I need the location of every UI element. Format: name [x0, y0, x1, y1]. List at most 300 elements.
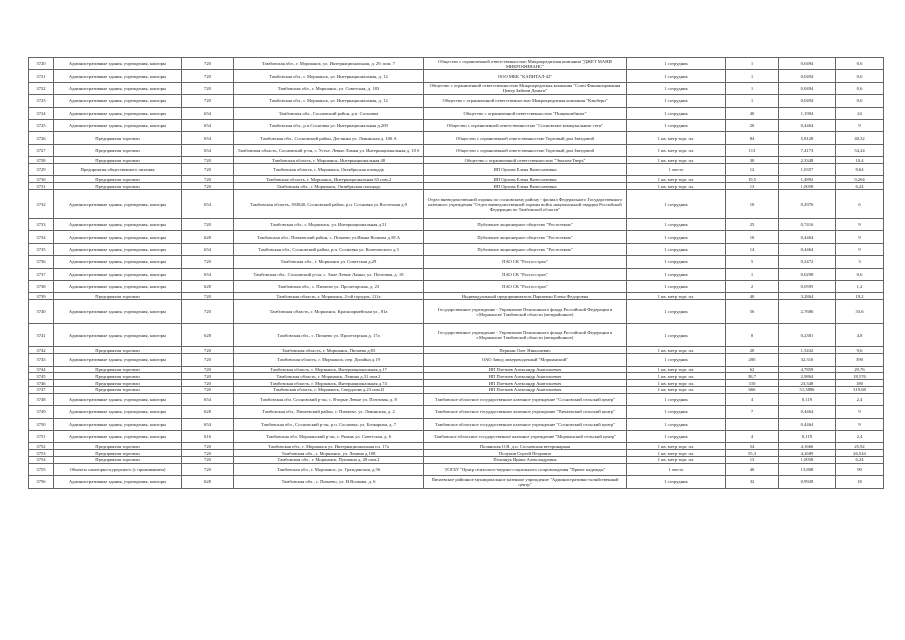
- cell-object-type: Административные здания, учреждения, конторы: [54, 354, 182, 366]
- cell-territory-code: 654: [182, 268, 234, 280]
- cell-annual-value: 319,68: [836, 387, 884, 394]
- cell-annual-value: 19,2: [836, 293, 884, 300]
- cell-organization: Индивидуальный предприниматель Паршенко Елена Федоровна: [424, 293, 627, 300]
- cell-norm-value: 0,0298: [779, 268, 836, 280]
- table-row: [29, 418, 884, 430]
- cell-annual-value: 0,6: [836, 58, 884, 70]
- cell-unit-of-measure: 1 сотрудник: [627, 82, 726, 94]
- cell-quantity: 310: [726, 380, 779, 387]
- cell-quantity: 1: [726, 95, 779, 107]
- cell-organization: Публичное акционерное общество "Ростелеком": [424, 219, 627, 231]
- cell-address: Тамбовская обл., г. Моршанск, ул. Интернациональная, д. 12: [234, 70, 424, 82]
- cell-norm-value: 1,0058: [779, 183, 836, 190]
- cell-address: Тамбовская обл. Моршанский р-он, с. Рязань ул. Советская, д. 6: [234, 430, 424, 442]
- cell-row-number: 3730: [29, 176, 54, 183]
- cell-norm-value: 5,8128: [779, 132, 836, 144]
- cell-row-number: 3748: [29, 393, 54, 405]
- cell-territory-code: 616: [182, 430, 234, 442]
- cell-quantity: 38,7: [726, 373, 779, 380]
- cell-norm-value: 0,2976: [779, 189, 836, 218]
- cell-annual-value: 9: [836, 231, 884, 243]
- cell-unit-of-measure: 1 кв. метр торг. пл.: [627, 450, 726, 457]
- cell-quantity: 54: [726, 443, 779, 450]
- cell-address: Тамбовская обл., Пичаевский район, с. Пичаево ул.Ивана Волкова д.58 А: [234, 231, 424, 243]
- cell-territory-code: 720: [182, 183, 234, 190]
- cell-organization: Общество с ограниченной ответственностью Микрокредитная компания "ДЖЕТ МАНИ МИКРОФИНАНС": [424, 58, 627, 70]
- cell-annual-value: 26,544: [836, 450, 884, 457]
- cell-quantity: 5: [726, 256, 779, 268]
- table-row: [29, 430, 884, 442]
- table-row: [29, 183, 884, 190]
- cell-territory-code: 628: [182, 406, 234, 418]
- cell-unit-of-measure: 1 место: [627, 163, 726, 175]
- cell-address: Тамбовская область, г. Моршанск, 2-ой городок, 111а: [234, 293, 424, 300]
- cell-territory-code: 720: [182, 366, 234, 373]
- cell-unit-of-measure: 1 сотрудник: [627, 107, 726, 119]
- table-row: [29, 243, 884, 255]
- cell-address: Тамбовская область, г. Моршанск, Октябрьская площадь: [234, 163, 424, 175]
- cell-annual-value: 9: [836, 406, 884, 418]
- table-row: [29, 323, 884, 347]
- cell-row-number: 3728: [29, 157, 54, 164]
- cell-organization: Першин Олег Николаевич: [424, 347, 627, 354]
- table-row: [29, 450, 884, 457]
- cell-unit-of-measure: 1 сотрудник: [627, 231, 726, 243]
- cell-row-number: 3740: [29, 300, 54, 324]
- cell-annual-value: 1,2: [836, 281, 884, 293]
- table-row: [29, 82, 884, 94]
- cell-object-type: Административные здания, учреждения, конторы: [54, 256, 182, 268]
- cell-quantity: 113: [726, 144, 779, 156]
- cell-norm-value: 23,348: [779, 380, 836, 387]
- cell-organization: Отдел вневедомственной охраны по сосновскому району - филиал Федерального Государственного казенного учреждения "Отдел вневедомственной охраны войск национальной гвардии Российской Федерации по Тамбовской области": [424, 189, 627, 218]
- cell-address: Тамбовская область, г. Моршанск, Интернациональная 63 пом.2: [234, 176, 424, 183]
- cell-unit-of-measure: 1 место: [627, 463, 726, 475]
- cell-norm-value: 0,7416: [779, 219, 836, 231]
- cell-quantity: 56: [726, 300, 779, 324]
- cell-organization: Общество с ограниченной ответственностью "Эконом-Тверь": [424, 157, 627, 164]
- cell-row-number: 3737: [29, 268, 54, 280]
- cell-annual-value: 29,76: [836, 366, 884, 373]
- cell-address: Тамбовская область, г. Моршанск, Красноармейская ул., 81а: [234, 300, 424, 324]
- cell-unit-of-measure: 1 сотрудник: [627, 58, 726, 70]
- cell-quantity: 20: [726, 347, 779, 354]
- cell-norm-value: 1,1904: [779, 107, 836, 119]
- cell-quantity: 8: [726, 323, 779, 347]
- cell-territory-code: 720: [182, 176, 234, 183]
- cell-organization: Полянская О.В. д.п. Сосновская ветеринарная: [424, 443, 627, 450]
- cell-row-number: 3734: [29, 231, 54, 243]
- cell-quantity: 40: [726, 107, 779, 119]
- cell-organization: Общество с ограниченной ответственностью Микрокредитная компания "Союз Финансирования Центр Займов Деньги": [424, 82, 627, 94]
- cell-territory-code: 628: [182, 323, 234, 347]
- cell-territory-code: 654: [182, 418, 234, 430]
- cell-territory-code: 720: [182, 300, 234, 324]
- cell-norm-value: 4,7859: [779, 366, 836, 373]
- cell-address: Тамбовская область, г. Моршанск, Интернациональная д.17: [234, 366, 424, 373]
- table-row: [29, 476, 884, 488]
- cell-quantity: 30: [726, 157, 779, 164]
- cell-address: Тамбовская обл., с. Пичаево, ул. И.Волкова, д. 6: [234, 476, 424, 488]
- cell-annual-value: 9: [836, 243, 884, 255]
- cell-unit-of-measure: 1 кв. метр торг. пл.: [627, 132, 726, 144]
- cell-object-type: Предприятия торговли: [54, 443, 182, 450]
- cell-norm-value: 0,2381: [779, 323, 836, 347]
- cell-territory-code: 720: [182, 256, 234, 268]
- cell-annual-value: 9,204: [836, 176, 884, 183]
- cell-address: Тамбовская обл., с. Пичаево ул. Пролетарская д. 17а: [234, 323, 424, 347]
- cell-unit-of-measure: 1 кв. метр торг. пл.: [627, 380, 726, 387]
- cell-annual-value: 8,64: [836, 163, 884, 175]
- cell-organization: Государственное учреждение - Управление Пенсионного фонда Российской Федерации в г.Моршанске Тамбовской области (межрайонное): [424, 323, 627, 347]
- cell-unit-of-measure: 1 сотрудник: [627, 281, 726, 293]
- cell-address: Тамбовская обл., Сосновский р-он, р.п. Сосновка, ул. Бочкарная, д. 7: [234, 418, 424, 430]
- cell-address: Тамбовская обл., г. Моршанск, ул. Интернациональная д.51: [234, 219, 424, 231]
- cell-object-type: Административные здания, учреждения, конторы: [54, 476, 182, 488]
- cell-row-number: 3724: [29, 107, 54, 119]
- cell-norm-value: 2,9864: [779, 373, 836, 380]
- cell-object-type: Административные здания, учреждения, конторы: [54, 219, 182, 231]
- cell-object-type: Предприятия торговли: [54, 380, 182, 387]
- cell-annual-value: 180: [836, 380, 884, 387]
- cell-object-type: Административные здания, учреждения, конторы: [54, 281, 182, 293]
- cell-address: Тамбовская обл., г. Моршанск, ул. Интернациональная, д. 12: [234, 95, 424, 107]
- cell-address: Тамбовская обл., Сосновский район, Дегтянка ул. Ленинская д. 106 А: [234, 132, 424, 144]
- cell-unit-of-measure: 1 кв. метр торг. пл.: [627, 366, 726, 373]
- cell-row-number: 3756: [29, 476, 54, 488]
- cell-annual-value: 25,92: [836, 443, 884, 450]
- cell-territory-code: 720: [182, 450, 234, 457]
- cell-row-number: 3722: [29, 82, 54, 94]
- cell-unit-of-measure: 1 кв. метр торг. пл.: [627, 144, 726, 156]
- cell-address: Тамбовская обл., Сосновский район, р.п. Сосновка ул. Кочетовского д.3: [234, 243, 424, 255]
- cell-address: Тамбовская обл., г. Моршанск, ул. Ленина д.108: [234, 450, 424, 457]
- table-row: [29, 144, 884, 156]
- table-row: [29, 406, 884, 418]
- cell-address: Тамбовская область, г. Моршанск, пер. Дизайна д.19: [234, 354, 424, 366]
- cell-object-type: Предприятия торговли: [54, 132, 182, 144]
- cell-organization: Общество с ограниченной ответственностью Торговый дом Звездовой: [424, 144, 627, 156]
- cell-organization: ИП Плетнев Александр Анатольевич: [424, 387, 627, 394]
- cell-address: Тамбовская обл., Сосновский р-он, с. Злые Левые Ламки, ул. Почтовая, д. 18: [234, 268, 424, 280]
- cell-quantity: 40: [726, 463, 779, 475]
- cell-organization: ОАО Завод ликероводочный "Моршанский": [424, 354, 627, 366]
- table-row: [29, 58, 884, 70]
- cell-quantity: 1: [726, 82, 779, 94]
- table-row: [29, 95, 884, 107]
- cell-unit-of-measure: 1 сотрудник: [627, 119, 726, 131]
- cell-organization: ИП Орлова Елена Вячеславовна: [424, 176, 627, 183]
- cell-norm-value: 1,4892: [779, 176, 836, 183]
- cell-annual-value: 24: [836, 107, 884, 119]
- table-row: [29, 163, 884, 175]
- cell-unit-of-measure: 1 сотрудник: [627, 70, 726, 82]
- cell-row-number: 3735: [29, 243, 54, 255]
- cell-norm-value: 0,0494: [779, 95, 836, 107]
- cell-unit-of-measure: 1 кв. метр торг. пл.: [627, 443, 726, 450]
- cell-organization: Тамбовское областное государственное казенное учреждение "Пичаевский сельский центр": [424, 406, 627, 418]
- cell-territory-code: 628: [182, 476, 234, 488]
- cell-organization: ИП Орлова Елена Вячеславовна: [424, 183, 627, 190]
- cell-annual-value: 18,576: [836, 373, 884, 380]
- cell-row-number: 3747: [29, 387, 54, 394]
- cell-unit-of-measure: 1 сотрудник: [627, 323, 726, 347]
- cell-norm-value: 1,0058: [779, 456, 836, 463]
- cell-territory-code: 720: [182, 463, 234, 475]
- cell-address: Тамбовская обл., Сосновский район, р.п. Сосновка: [234, 107, 424, 119]
- cell-address: Тамбовская обл., Пичаевский район, с. Пичаево, ул. Ленинская, д. 2: [234, 406, 424, 418]
- cell-address: Тамбовская обл., г. Моршанск, ул. Интернациональная, д. 29, пом. 7: [234, 58, 424, 70]
- cell-territory-code: 720: [182, 373, 234, 380]
- cell-row-number: 3755: [29, 463, 54, 475]
- cell-row-number: 3751: [29, 430, 54, 442]
- cell-organization: ИП Плетнев Александр Анатольевич: [424, 380, 627, 387]
- cell-object-type: Предприятия торговли: [54, 456, 182, 463]
- cell-territory-code: 720: [182, 70, 234, 82]
- cell-object-type: Предприятия торговли: [54, 157, 182, 164]
- cell-annual-value: 6,24: [836, 183, 884, 190]
- cell-territory-code: 628: [182, 231, 234, 243]
- cell-row-number: 3725: [29, 119, 54, 131]
- cell-annual-value: 9: [836, 418, 884, 430]
- cell-annual-value: 2,4: [836, 430, 884, 442]
- cell-norm-value: 0,119: [779, 430, 836, 442]
- cell-norm-value: 13,808: [779, 463, 836, 475]
- cell-territory-code: 720: [182, 443, 234, 450]
- cell-norm-value: 2,3348: [779, 157, 836, 164]
- cell-row-number: 3723: [29, 95, 54, 107]
- cell-object-type: Административные здания, учреждения, конторы: [54, 323, 182, 347]
- cell-object-type: Предприятия торговли: [54, 366, 182, 373]
- cell-organization: ИП Плетнев Александр Анатольевич: [424, 366, 627, 373]
- cell-object-type: Административные здания, учреждения, конторы: [54, 119, 182, 131]
- cell-annual-value: 9,6: [836, 347, 884, 354]
- cell-row-number: 3720: [29, 58, 54, 70]
- cell-object-type: Предприятия торговли: [54, 347, 182, 354]
- table-row: [29, 393, 884, 405]
- cell-object-type: Административные здания, учреждения, конторы: [54, 300, 182, 324]
- cell-quantity: 25: [726, 219, 779, 231]
- cell-address: Тамбовская область, 393840, Сосновский район, р.п. Сосновка ул.Восточная д.9: [234, 189, 424, 218]
- cell-organization: ПАО СК "Росгосстрах": [424, 256, 627, 268]
- cell-norm-value: 0,2472: [779, 256, 836, 268]
- table-row: [29, 157, 884, 164]
- cell-object-type: Объекты санаторно-курортного (с проживанием): [54, 463, 182, 475]
- cell-norm-value: 1,5432: [779, 347, 836, 354]
- cell-unit-of-measure: 1 сотрудник: [627, 418, 726, 430]
- cell-object-type: Предприятия общественного питания: [54, 163, 182, 175]
- cell-territory-code: 720: [182, 157, 234, 164]
- cell-annual-value: 0,6: [836, 70, 884, 82]
- cell-annual-value: 9: [836, 119, 884, 131]
- cell-norm-value: 0,0494: [779, 70, 836, 82]
- cell-organization: Общество с ограниченной ответственностью "Пищекомбинат": [424, 107, 627, 119]
- cell-row-number: 3729: [29, 163, 54, 175]
- cell-quantity: 10: [726, 231, 779, 243]
- cell-address: Тамбовская область, г. Моршанск, Свердлова д.23 пом.II: [234, 387, 424, 394]
- cell-row-number: 3749: [29, 406, 54, 418]
- cell-address: Тамбовская обл., г. Моршанск, Пушкина д. 28 пом.2: [234, 456, 424, 463]
- cell-annual-value: 0,6: [836, 95, 884, 107]
- cell-quantity: 4: [726, 430, 779, 442]
- cell-address: Тамбовская область, г. Моршанск, Интернациональная д.74: [234, 380, 424, 387]
- table-row: [29, 176, 884, 183]
- cell-object-type: Административные здания, учреждения, конторы: [54, 268, 182, 280]
- table-row: [29, 380, 884, 387]
- cell-row-number: 3739: [29, 293, 54, 300]
- cell-quantity: 14: [726, 243, 779, 255]
- register-rows: [29, 58, 884, 489]
- cell-organization: Публичное акционерное общество "Ростелеком": [424, 243, 627, 255]
- table-row: [29, 373, 884, 380]
- cell-unit-of-measure: 1 сотрудник: [627, 476, 726, 488]
- cell-address: Тамбовская обл., г. Моршанск ул. Советская д.29: [234, 256, 424, 268]
- cell-row-number: 3736: [29, 256, 54, 268]
- cell-organization: ТОГБУ "Центр психолого-медико-социального сопровождения "Приют надежды": [424, 463, 627, 475]
- cell-object-type: Административные здания, учреждения, конторы: [54, 107, 182, 119]
- cell-object-type: Административные здания, учреждения, конторы: [54, 58, 182, 70]
- cell-territory-code: 654: [182, 132, 234, 144]
- cell-unit-of-measure: 1 сотрудник: [627, 256, 726, 268]
- cell-quantity: 19,5: [726, 176, 779, 183]
- cell-norm-value: 0,119: [779, 393, 836, 405]
- cell-unit-of-measure: 1 кв. метр торг. пл.: [627, 157, 726, 164]
- register-table: [28, 57, 884, 489]
- cell-object-type: Административные здания, учреждения, конторы: [54, 189, 182, 218]
- cell-unit-of-measure: 1 сотрудник: [627, 393, 726, 405]
- cell-annual-value: 0,6: [836, 82, 884, 94]
- cell-object-type: Административные здания, учреждения, конторы: [54, 393, 182, 405]
- cell-row-number: 3745: [29, 373, 54, 380]
- cell-row-number: 3731: [29, 183, 54, 190]
- cell-quantity: 200: [726, 354, 779, 366]
- table-row: [29, 347, 884, 354]
- cell-quantity: 666: [726, 387, 779, 394]
- cell-territory-code: 720: [182, 163, 234, 175]
- cell-unit-of-measure: 1 сотрудник: [627, 354, 726, 366]
- cell-address: Тамбовская область, г. Моршанск, Ленина д.31 пом.2: [234, 373, 424, 380]
- cell-row-number: 3746: [29, 380, 54, 387]
- cell-quantity: 2: [726, 281, 779, 293]
- cell-norm-value: 0,4464: [779, 406, 836, 418]
- cell-row-number: 3742: [29, 347, 54, 354]
- cell-address: Тамбовская обл., г. Моршанск, Октябрьская площадь: [234, 183, 424, 190]
- cell-annual-value: 18: [836, 476, 884, 488]
- cell-unit-of-measure: 1 сотрудник: [627, 243, 726, 255]
- cell-unit-of-measure: 1 сотрудник: [627, 430, 726, 442]
- cell-quantity: 10: [726, 189, 779, 218]
- cell-territory-code: 720: [182, 380, 234, 387]
- register-sheet: [28, 57, 883, 489]
- cell-address: Тамбовская обл., г. Моршанск, ул. Гражданская, д.56: [234, 463, 424, 475]
- cell-quantity: 40: [726, 293, 779, 300]
- cell-unit-of-measure: 1 кв. метр торг. пл.: [627, 293, 726, 300]
- cell-unit-of-measure: 1 кв. метр торг. пл.: [627, 456, 726, 463]
- cell-territory-code: 720: [182, 387, 234, 394]
- cell-quantity: [726, 418, 779, 430]
- cell-address: Тамбовская область, г. Моршанск, Интернациональная 48: [234, 157, 424, 164]
- cell-quantity: 13: [726, 456, 779, 463]
- cell-row-number: 3721: [29, 70, 54, 82]
- cell-quantity: 20: [726, 119, 779, 131]
- cell-quantity: 12: [726, 163, 779, 175]
- cell-row-number: 3726: [29, 132, 54, 144]
- cell-object-type: Административные здания, учреждения, конторы: [54, 231, 182, 243]
- table-row: [29, 463, 884, 475]
- table-row: [29, 107, 884, 119]
- cell-object-type: Предприятия торговли: [54, 387, 182, 394]
- cell-territory-code: 654: [182, 119, 234, 131]
- cell-annual-value: 54,24: [836, 144, 884, 156]
- cell-territory-code: 654: [182, 243, 234, 255]
- cell-row-number: 3732: [29, 189, 54, 218]
- cell-annual-value: 390: [836, 354, 884, 366]
- table-row: [29, 387, 884, 394]
- cell-unit-of-measure: 1 кв. метр торг. пл.: [627, 387, 726, 394]
- cell-territory-code: 720: [182, 354, 234, 366]
- cell-norm-value: 0,9928: [779, 476, 836, 488]
- table-row: [29, 132, 884, 144]
- cell-object-type: Административные здания, учреждения, конторы: [54, 243, 182, 255]
- cell-object-type: Административные здания, учреждения, конторы: [54, 406, 182, 418]
- cell-territory-code: 720: [182, 82, 234, 94]
- cell-unit-of-measure: 1 сотрудник: [627, 300, 726, 324]
- cell-row-number: 3741: [29, 323, 54, 347]
- cell-organization: Полунов Сергей Петрович: [424, 450, 627, 457]
- cell-norm-value: 0,4464: [779, 418, 836, 430]
- cell-object-type: Предприятия торговли: [54, 293, 182, 300]
- cell-unit-of-measure: 1 сотрудник: [627, 219, 726, 231]
- table-row: [29, 300, 884, 324]
- cell-row-number: 3727: [29, 144, 54, 156]
- cell-organization: Тамбовское областное государственное казенное учреждение "Моршанский сельский центр": [424, 430, 627, 442]
- cell-norm-value: 0,0494: [779, 82, 836, 94]
- table-row: [29, 354, 884, 366]
- cell-territory-code: 720: [182, 95, 234, 107]
- cell-annual-value: 4,8: [836, 323, 884, 347]
- table-row: [29, 119, 884, 131]
- cell-territory-code: 654: [182, 189, 234, 218]
- cell-object-type: Административные здания, учреждения, конторы: [54, 418, 182, 430]
- cell-object-type: Предприятия торговли: [54, 144, 182, 156]
- cell-quantity: 1: [726, 58, 779, 70]
- cell-quantity: 32: [726, 476, 779, 488]
- cell-row-number: 3752: [29, 443, 54, 450]
- cell-organization: ООО МКК "КАПИТАЛ-42": [424, 70, 627, 82]
- cell-annual-value: 40,32: [836, 132, 884, 144]
- cell-quantity: 62: [726, 366, 779, 373]
- cell-row-number: 3753: [29, 450, 54, 457]
- table-row: [29, 293, 884, 300]
- cell-organization: Пичаевское районное муниципальное казенное учреждение "Административно-хозяйственный центр": [424, 476, 627, 488]
- cell-organization: Общество с ограниченной ответственностью Торговый дом Звездовой: [424, 132, 627, 144]
- cell-quantity: 7: [726, 406, 779, 418]
- cell-norm-value: 51,3886: [779, 387, 836, 394]
- cell-territory-code: 720: [182, 58, 234, 70]
- cell-organization: Общество с ограниченной ответственностью Микрокредитная компания "Кэшбери": [424, 95, 627, 107]
- cell-row-number: 3744: [29, 366, 54, 373]
- cell-object-type: Предприятия торговли: [54, 450, 182, 457]
- cell-organization: Тамбовское областное государственное казенное учреждение "Сосновский сельский центр": [424, 418, 627, 430]
- cell-norm-value: 0,0494: [779, 58, 836, 70]
- cell-address: Тамбовская обл., г. Моршанск ул. Интернациональная пл. 17а: [234, 443, 424, 450]
- cell-quantity: 1: [726, 268, 779, 280]
- cell-organization: Тамбовское областное государственное казенное учреждение "Сосновский сельский центр": [424, 393, 627, 405]
- cell-object-type: Административные здания, учреждения, конторы: [54, 82, 182, 94]
- table-row: [29, 70, 884, 82]
- cell-annual-value: 0,6: [836, 268, 884, 280]
- cell-unit-of-measure: 1 кв. метр торг. пл.: [627, 347, 726, 354]
